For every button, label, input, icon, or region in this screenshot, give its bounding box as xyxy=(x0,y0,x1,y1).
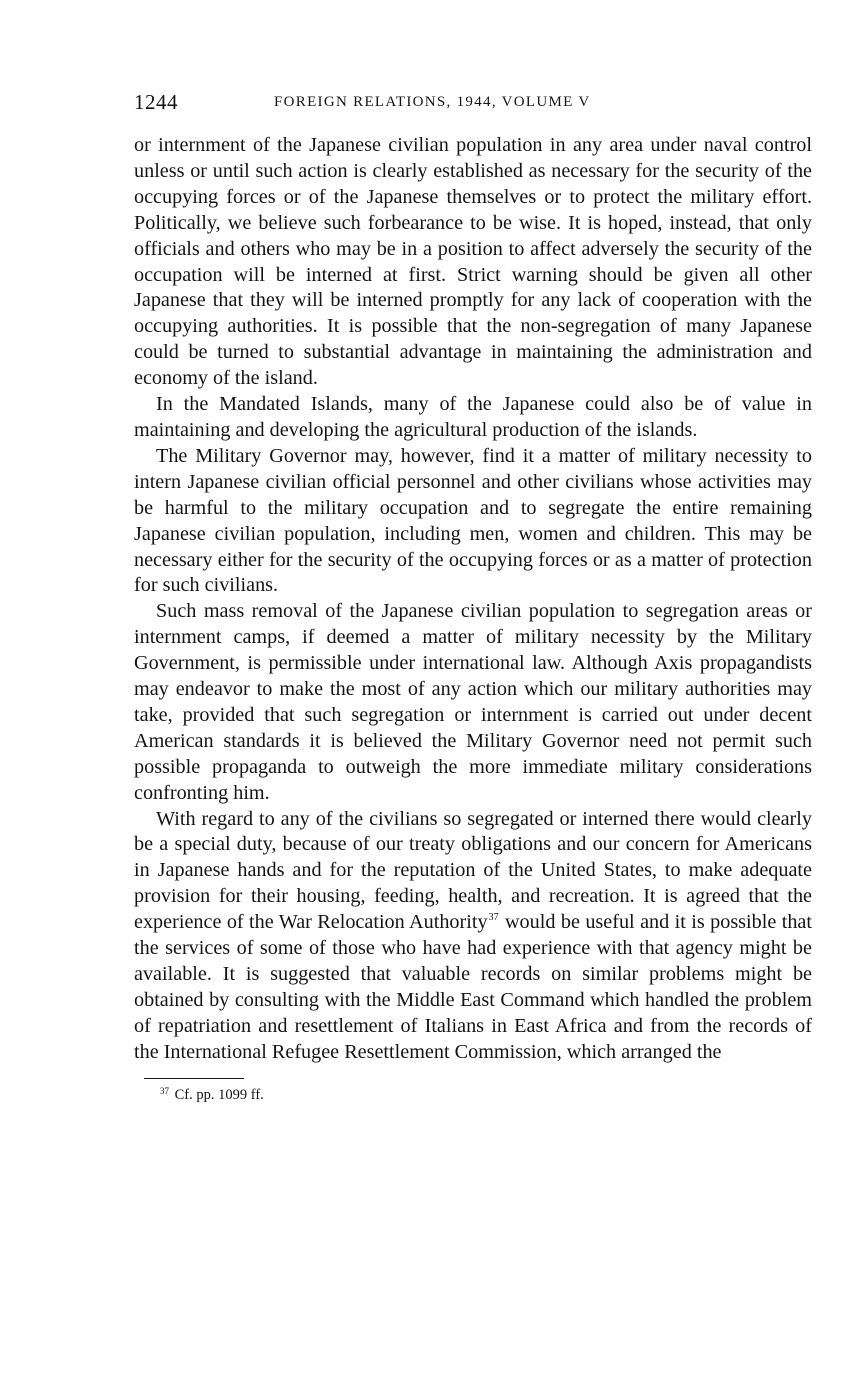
running-title: FOREIGN RELATIONS, 1944, VOLUME V xyxy=(274,94,591,110)
footnote xyxy=(160,1086,812,1104)
paragraph-2: In the Mandated Islands, many of the Japanese could also be of value in maintaining and developing the agricultural production of the islands. xyxy=(134,393,812,441)
paragraph-1: or internment of the Japanese civilian population in any area under naval control unless or until such action is clearly established as necessary for the security of the occupying forces or of the Japanese themselves or to protect the military effort. Politically, we believe such forbearance to be wise. It is hoped, instead, that only officials and others who may be in a position to affect adversely the security of the occupation will be interned at first. Strict warning should be given all other Japanese that they will be interned promptly for any lack of cooperation with the occupying authorities. It is possible that the non-segregation of many Japanese could be turned to substantial advantage in maintaining the administration and economy of the island. xyxy=(134,134,812,390)
footnote-text: Cf. pp. 1099 ff. xyxy=(171,1086,264,1103)
footnote-reference: 37 xyxy=(488,912,499,924)
paragraph-5-part-2: would be useful and it is possible that the services of some of those who have had experience with that agency might be available. It is suggested that valuable records on similar problems might be obtained by consulting with the Middle East Command which handled the problem of repatriation and resettlement of Italians in East Africa and from the records of the International Refugee Resettlement Commission, which arranged the xyxy=(134,911,812,1063)
paragraph-5-part-1: With regard to any of the civilians so segregated or interned there would clearly be a special duty, because of our treaty obligations and our concern for Americans in Japanese hands and for the reputation of the United States, to make adequate provision for their housing, feeding, health, and recreation. It is agreed that the experience of the War Relocation Authority xyxy=(134,807,812,934)
paragraph-4: Such mass removal of the Japanese civilian population to segregation areas or internment camps, if deemed a matter of military necessity by the Military Government, is permissible under international law. Although Axis propagandists may endeavor to make the most of any action which our military authorities may take, provided that such segregation or internment is carried out under decent American standards it is believed the Military Governor need not permit such possible propaganda to outweigh the more immediate military considerations confronting him. xyxy=(134,600,812,804)
paragraph-5 xyxy=(134,807,812,1066)
body-text xyxy=(134,133,812,1066)
page-number: 1244 xyxy=(134,90,178,114)
document-page xyxy=(134,88,812,1104)
footnote-divider xyxy=(144,1078,244,1079)
footnote-mark: 37 xyxy=(160,1085,169,1096)
paragraph-3: The Military Governor may, however, find it a matter of military necessity to intern Japanese civilian official personnel and other civilians whose activities may be harmful to the military occupation and to segregate the entire remaining Japanese civilian population, including men, women and children. This may be necessary either for the security of the occupying forces or as a matter of protection for such civilians. xyxy=(134,444,812,597)
running-header xyxy=(134,88,812,124)
